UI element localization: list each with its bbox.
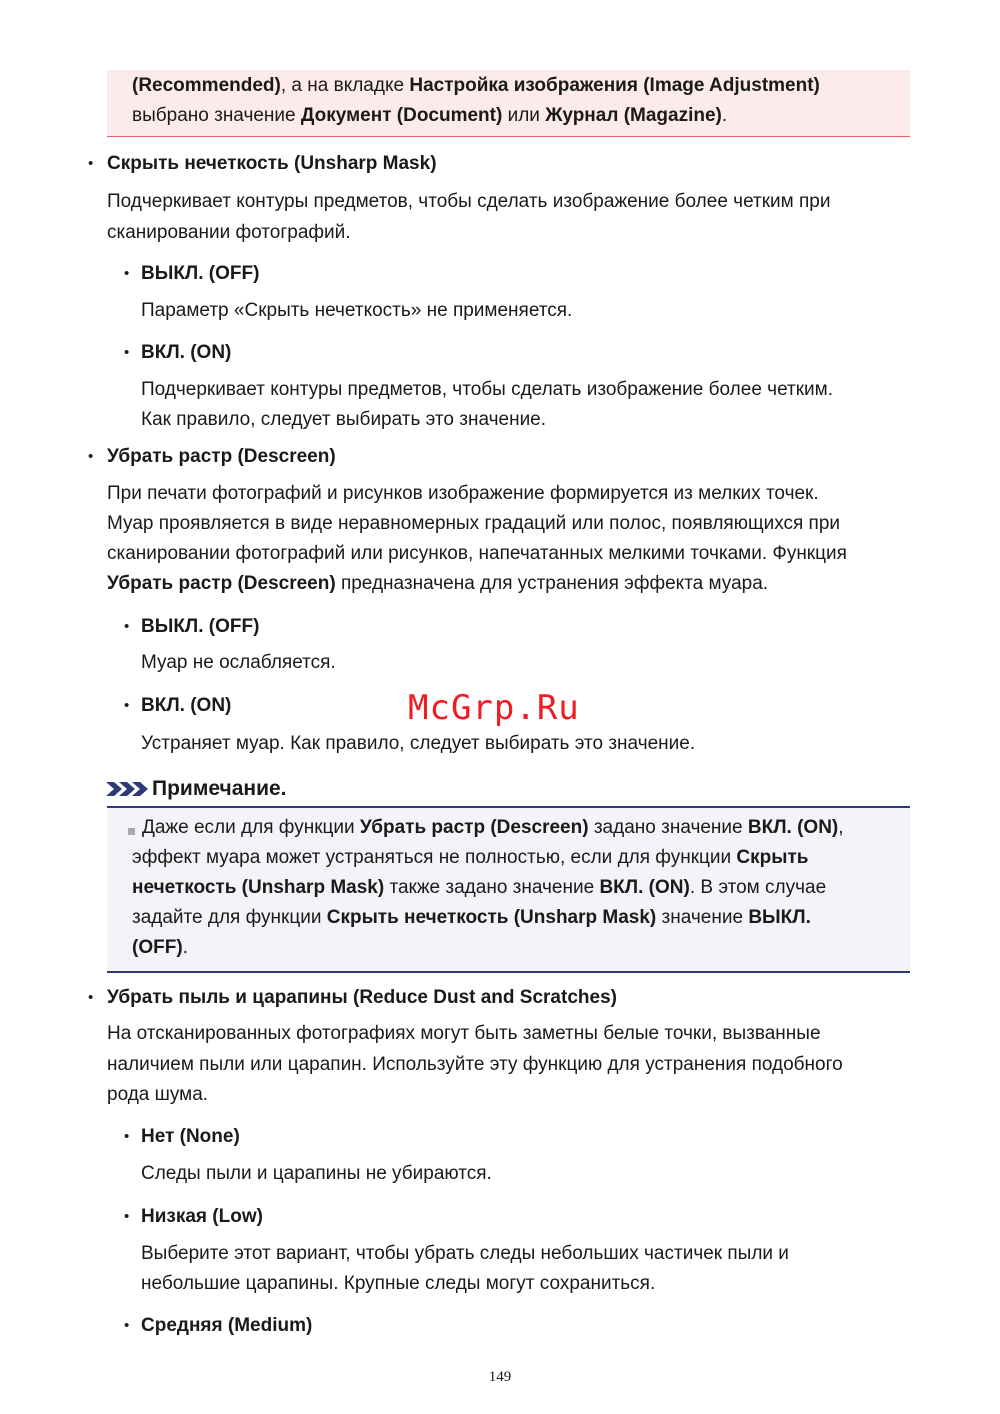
bold-term: нечеткость (Unsharp Mask) — [132, 877, 385, 898]
descreen-desc-1: При печати фотографий и рисунков изображение формируется из мелких точек. — [107, 483, 819, 504]
bullet-icon: • — [88, 155, 94, 172]
note-line-4: задайте для функции Скрыть нечеткость (Unsharp Mask) значение ВЫКЛ. — [132, 907, 811, 928]
dust-none-title: Нет (None) — [141, 1126, 240, 1147]
dust-desc-2: наличием пыли или царапин. Используйте эту функцию для устранения подобного — [107, 1054, 843, 1075]
bold-term: Настройка изображения (Image Adjustment) — [409, 75, 820, 96]
unsharp-on-title: ВКЛ. (ON) — [141, 342, 232, 363]
bold-term: Журнал (Magazine) — [545, 105, 722, 126]
page-number: 149 — [488, 1369, 512, 1385]
bold-term: Убрать растр (Descreen) — [359, 817, 589, 838]
unsharp-title: Скрыть нечеткость (Unsharp Mask) — [107, 153, 437, 174]
note-arrows-icon — [106, 779, 148, 799]
bullet-icon: • — [124, 618, 130, 635]
bullet-icon: • — [88, 989, 94, 1006]
warning-line-2: выбрано значение Документ (Document) или Журнал (Magazine). — [132, 105, 728, 126]
dust-none-desc: Следы пыли и царапины не убираются. — [141, 1163, 492, 1184]
dust-desc-1: На отсканированных фотографиях могут быть заметны белые точки, вызванные — [107, 1023, 821, 1044]
bullet-icon: • — [124, 344, 130, 361]
unsharp-on-desc-2: Как правило, следует выбирать это значение. — [141, 409, 547, 430]
bold-term: Скрыть нечеткость (Unsharp Mask) — [326, 907, 657, 928]
note-line-2: эффект муара может устраняться не полностью, если для функции Скрыть — [132, 847, 809, 868]
bold-term: (Recommended) — [132, 75, 281, 96]
bold-term: ВКЛ. (ON) — [747, 817, 839, 838]
bullet-icon: • — [124, 265, 130, 282]
descreen-on-title: ВКЛ. (ON) — [141, 695, 232, 716]
dust-low-title: Низкая (Low) — [141, 1206, 263, 1227]
descreen-desc-3: сканировании фотографий или рисунков, напечатанных мелкими точками. Функция — [107, 543, 847, 564]
note-square-bullet-icon — [128, 828, 135, 835]
dust-medium-title: Средняя (Medium) — [141, 1315, 313, 1336]
descreen-off-desc: Муар не ослабляется. — [141, 652, 336, 673]
bullet-icon: • — [124, 1208, 130, 1225]
unsharp-desc-2: сканировании фотографий. — [107, 222, 351, 243]
descreen-off-title: ВЫКЛ. (OFF) — [141, 616, 260, 637]
note-line-5: (OFF). — [132, 937, 188, 958]
bold-term: Скрыть — [736, 847, 809, 868]
note-line-1: Даже если для функции Убрать растр (Descreen) задано значение ВКЛ. (ON), — [142, 817, 844, 838]
dust-low-desc-1: Выберите этот вариант, чтобы убрать следы небольших частичек пыли и — [141, 1243, 789, 1264]
warning-line-1: (Recommended), а на вкладке Настройка изображения (Image Adjustment) — [132, 75, 820, 96]
unsharp-on-desc-1: Подчеркивает контуры предметов, чтобы сделать изображение более четким. — [141, 379, 833, 400]
dust-low-desc-2: небольшие царапины. Крупные следы могут сохраниться. — [141, 1273, 656, 1294]
dust-title: Убрать пыль и царапины (Reduce Dust and Scratches) — [107, 987, 617, 1008]
bullet-icon: • — [124, 1128, 130, 1145]
bold-term: Документ (Document) — [300, 105, 503, 126]
unsharp-off-desc: Параметр «Скрыть нечеткость» не применяется. — [141, 300, 573, 321]
bold-term: ВЫКЛ. — [748, 907, 811, 928]
note-title: Примечание. — [152, 777, 287, 800]
unsharp-desc-1: Подчеркивает контуры предметов, чтобы сделать изображение более четким при — [107, 191, 831, 212]
bullet-icon: • — [88, 448, 94, 465]
descreen-title: Убрать растр (Descreen) — [107, 446, 336, 467]
watermark: McGrp.Ru — [408, 688, 580, 728]
descreen-desc-2: Муар проявляется в виде неравномерных градаций или полос, появляющихся при — [107, 513, 841, 534]
bullet-icon: • — [124, 697, 130, 714]
descreen-desc-4: Убрать растр (Descreen) предназначена для устранения эффекта муара. — [107, 573, 769, 594]
bold-term: (OFF) — [132, 937, 183, 958]
bold-term: ВКЛ. (ON) — [599, 877, 690, 898]
descreen-on-desc: Устраняет муар. Как правило, следует выбирать это значение. — [141, 733, 696, 754]
bold-term: Убрать растр (Descreen) — [107, 573, 336, 594]
bullet-icon: • — [124, 1317, 130, 1334]
dust-desc-3: рода шума. — [107, 1084, 209, 1105]
note-line-3: нечеткость (Unsharp Mask) также задано значение ВКЛ. (ON). В этом случае — [132, 877, 827, 898]
unsharp-off-title: ВЫКЛ. (OFF) — [141, 263, 260, 284]
